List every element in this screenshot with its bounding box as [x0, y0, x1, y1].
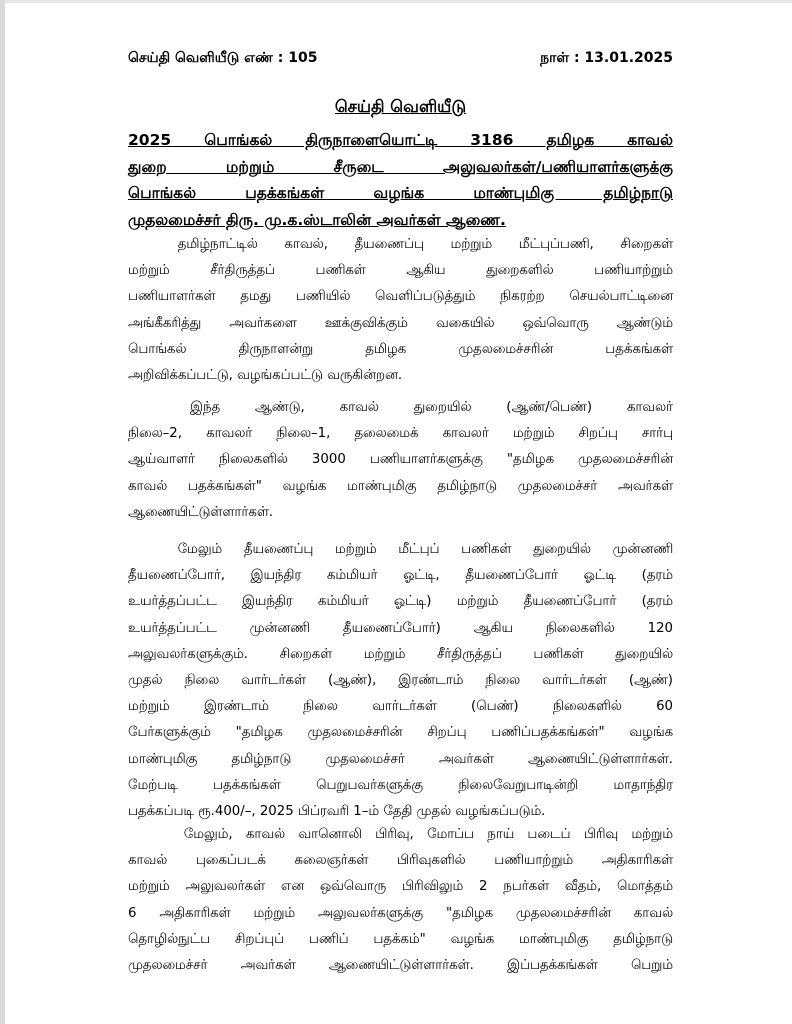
paragraph-4	[128, 822, 673, 979]
paragraph-line: பதக்கப்படி ரூ.400/–, 2025 பிப்ரவரி 1–ம் தேதி முதல் வழங்கப்படும்.	[128, 804, 546, 820]
paragraph-3	[128, 537, 673, 825]
paragraph-line: முதலமைச்சர் அவர்கள் ஆணையிட்டுள்ளார்கள். இப்பதக்கங்கள் பெறும்	[128, 958, 673, 974]
paragraph-line: காவல் பதக்கங்கள்" வழங்க மாண்புமிகு தமிழ்நாடு முதலமைச்சர் அவர்கள்	[128, 478, 673, 494]
paragraph-line: தொழில்நுட்ப சிறப்புப் பணிப் பதக்கம்" வழங்க மாண்புமிகு தமிழ்நாடு	[128, 931, 673, 947]
paragraph-line: மற்றும் அலுவலர்கள் என ஒவ்வொரு பிரிவிலும் 2 நபர்கள் வீதம், மொத்தம்	[128, 879, 673, 895]
headline	[128, 127, 673, 233]
paragraph-line: மேற்படி பதக்கங்கள் பெறுபவர்களுக்கு நிலைவேறுபாடின்றி மாதாந்திர	[128, 777, 673, 793]
headline-line: பொங்கல் பதக்கங்கள் வழங்க மாண்புமிகு தமிழ்நாடு	[128, 184, 673, 202]
paragraph-line: உயர்த்தப்பட்ட முன்னணி தீயணைப்போர்) ஆகிய நிலைகளில் 120	[128, 620, 673, 636]
paragraph-line: மற்றும் சீர்திருத்தப் பணிகள் ஆகிய துறைகளில் பணியாற்றும்	[128, 263, 673, 279]
document-title: செய்தி வெளியீடு	[334, 97, 467, 116]
header-row	[128, 50, 673, 72]
paragraph-line: முதல் நிலை வார்டர்கள் (ஆண்), இரண்டாம் நிலை வார்டர்கள் (ஆண்)	[128, 673, 673, 689]
release-number: செய்தி வெளியீடு எண் : 105	[128, 50, 318, 66]
headline-line: துறை மற்றும் சீருடை அலுவலர்கள்/பணியாளர்களுக்கு	[128, 157, 673, 176]
paragraph-line: காவல் புகைப்படக் கலைஞர்கள் பிரிவுகளில் பணியாற்றும் அதிகாரிகள்	[128, 853, 673, 869]
headline-line: 2025 பொங்கல் திருநாளையொட்டி 3186 தமிழக காவல்	[128, 131, 673, 149]
release-date: நாள் : 13.01.2025	[540, 50, 673, 66]
paragraph-line: மேலும் தீயணைப்பு மற்றும் மீட்புப் பணிகள் துறையில் முன்னணி	[177, 542, 673, 557]
paragraph-2	[128, 395, 673, 526]
paragraph-line: இந்த ஆண்டு, காவல் துறையில் (ஆண்/பெண்) காவலர்	[190, 400, 673, 415]
paragraph-line: தமிழ்நாட்டில் காவல், தீயணைப்பு மற்றும் மீட்புப்பணி, சிறைகள்	[177, 237, 673, 252]
paragraph-line: உயர்த்தப்பட்ட இயந்திர கம்மியர் ஓட்டி) மற்றும் தீயணைப்போர் (தரம்	[128, 594, 673, 610]
paragraph-line: மாண்புமிகு தமிழ்நாடு முதலமைச்சர் அவர்கள் ஆணையிட்டுள்ளார்கள்.	[128, 751, 673, 767]
paragraph-line: 6 அதிகாரிகள் மற்றும் அலுவலர்களுக்கு "தமிழக முதலமைச்சரின் காவல்	[128, 905, 673, 921]
paragraph-line: அங்கீகரித்து அவர்களை ஊக்குவிக்கும் வகையில் ஒவ்வொரு ஆண்டும்	[128, 315, 673, 331]
paragraph-line: ஆய்வாளர் நிலைகளில் 3000 பணியாளர்களுக்கு "தமிழக முதலமைச்சரின்	[128, 452, 673, 468]
paragraph-line: ஆணையிட்டுள்ளார்கள்.	[128, 504, 274, 520]
paragraph-line: பேர்களுக்கும் "தமிழக முதலமைச்சரின் சிறப்பு பணிப்பதக்கங்கள்" வழங்க	[128, 725, 673, 741]
paragraph-line: பணியாளர்கள் தமது பணியில் வெளிப்படுத்தும் நிகரற்ற செயல்பாட்டினை	[128, 289, 673, 305]
paragraph-line: மற்றும் இரண்டாம் நிலை வார்டர்கள் (பெண்) நிலைகளில் 60	[128, 699, 673, 715]
paragraph-line: நிலை–2, காவலர் நிலை–1, தலைமைக் காவலர் மற்றும் சிறப்பு சார்பு	[128, 426, 673, 442]
paragraph-1	[128, 232, 673, 389]
paragraph-line: மேலும், காவல் வானொலி பிரிவு, மோப்ப நாய் படைப் பிரிவு மற்றும்	[183, 827, 673, 842]
paragraph-line: தீயணைப்போர், இயந்திர கம்மியர் ஓட்டி, தீயணைப்போர் ஓட்டி (தரம்	[128, 568, 673, 584]
paragraph-line: அலுவலர்களுக்கும். சிறைகள் மற்றும் சீர்திருத்தப் பணிகள் துறையில்	[128, 646, 673, 662]
headline-line: முதலமைச்சர் திரு. மு.க.ஸ்டாலின் அவர்கள் ஆணை.	[128, 210, 506, 229]
paragraph-line: பொங்கல் திருநாளன்று தமிழக முதலமைச்சரின் பதக்கங்கள்	[128, 341, 673, 357]
paragraph-line: அறிவிக்கப்பட்டு, வழங்கப்பட்டு வருகின்றன.	[128, 368, 403, 384]
